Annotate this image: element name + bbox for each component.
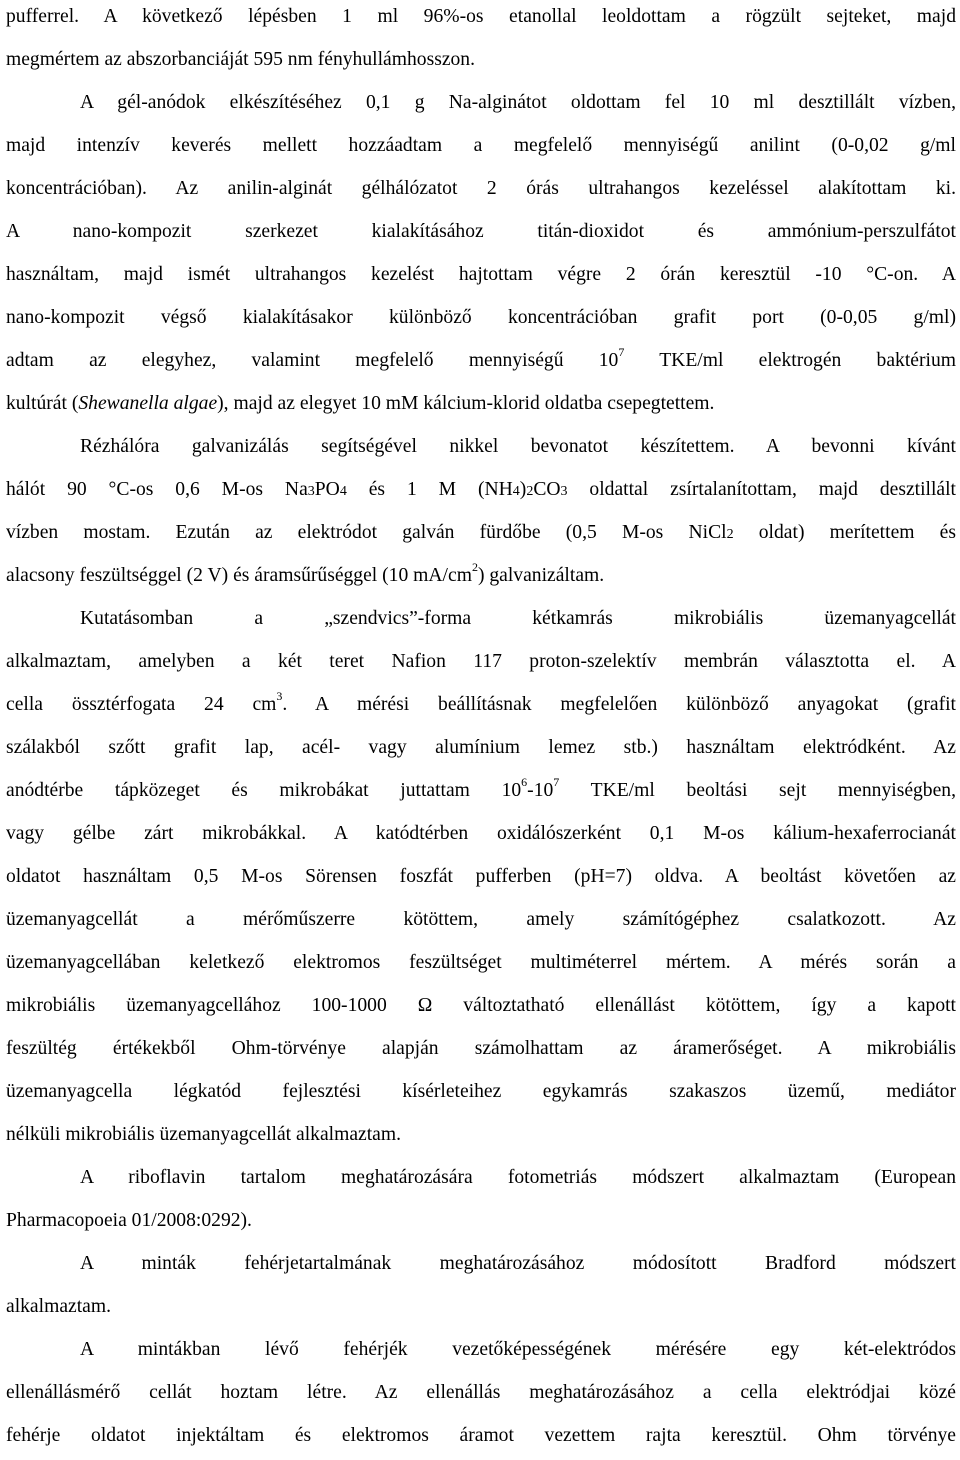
text-line: A nano-kompozit szerkezet kialakításához titán-dioxidot és ammónium-perszulfátot [6, 221, 956, 242]
text-line: koncentrációban). Az anilin-alginát gélhálózatot 2 órás ultrahangos kezeléssel alakítottam ki. [6, 178, 956, 199]
text-run: kultúrát ( [6, 393, 79, 414]
text-line: vagy gélbe zárt mikrobákkal. A katódtérben oxidálószerként 0,1 M-os kálium-hexaferrocianát [6, 823, 956, 844]
text-run: . A mérési beállításnak megfelelően különböző anyagokat (grafit [282, 694, 956, 715]
text-line: feszültég értékekből Ohm-törvénye alapján számolhattam az áramerőséget. A mikrobiális [6, 1038, 956, 1059]
superscript: 3 [276, 689, 283, 704]
species-name: Shewanella algae [78, 393, 218, 414]
text-line: ellenállásmérő cellát hoztam létre. Az ellenállás meghatározásához a cella elektródjai közé [6, 1382, 956, 1403]
text-run: TKE/ml elektrogén baktérium [624, 350, 956, 371]
text-line: Rézhálóra galvanizálás segítségével nikkel bevonatot készítettem. A bevonni kívánt [80, 436, 956, 457]
text-line: nano-kompozit végső kialakításakor különböző koncentrációban grafit port (0-0,05 g/ml) [6, 307, 956, 328]
subscript: 2 [726, 527, 734, 542]
text-line: oldatot használtam 0,5 M-os Sörensen foszfát pufferben (pH=7) oldva. A beoltást követően az [6, 866, 956, 887]
text-line: A riboflavin tartalom meghatározására fotometriás módszert alkalmaztam (European [80, 1167, 956, 1188]
text-line [6, 776, 956, 806]
text-line [6, 518, 956, 548]
superscript: 7 [553, 775, 560, 790]
text-run: és 1 M (NH [346, 479, 513, 500]
text-line [6, 346, 956, 376]
text-run: adtam az elegyhez, valamint megfelelő mennyiségű 10 [6, 350, 619, 371]
text-line: Kutatásomban a „szendvics”-forma kétkamrás mikrobiális üzemanyagcellát [80, 608, 956, 629]
text-line: mikrobiális üzemanyagcellához 100-1000 Ω változtatható ellenállást kötöttem, így a kapott [6, 995, 956, 1016]
text-line: megmértem az abszorbanciáját 595 nm fényhullámhosszon. [6, 49, 476, 70]
text-run: hálót 90 °C-os 0,6 M-os Na [6, 479, 308, 500]
text-run: TKE/ml beoltási sejt mennyiségben, [559, 780, 956, 801]
text-line: majd intenzív keverés mellett hozzáadtam a megfelelő mennyiségű anilint (0-0,02 g/ml [6, 135, 956, 156]
text-line: alkalmaztam. [6, 1296, 111, 1317]
text-run: oldat) merítettem és [733, 522, 957, 543]
text-run: vízben mostam. Ezután az elektródot galván fürdőbe (0,5 M-os NiCl [6, 522, 727, 543]
text-line [6, 561, 956, 591]
text-line: fehérje oldatot injektáltam és elektromos áramot vezettem rajta keresztül. Ohm törvénye [6, 1425, 956, 1446]
subscript: 4 [339, 484, 347, 499]
superscript: 2 [471, 560, 478, 575]
text-run: PO [314, 479, 340, 500]
text-run: -10 [527, 780, 554, 801]
subscript: 2 [526, 484, 534, 499]
superscript: 6 [521, 775, 528, 790]
text-line: üzemanyagcella légkatód fejlesztési kísérleteihez egykamrás szakaszos üzemű, mediátor [6, 1081, 956, 1102]
text-line: üzemanyagcellában keletkező elektromos feszültséget multiméterrel mértem. A mérés során a [6, 952, 956, 973]
text-run: oldattal zsírtalanítottam, majd desztillált [567, 479, 956, 500]
text-line: pufferrel. A következő lépésben 1 ml 96%-os etanollal leoldottam a rögzült sejteket, majd [6, 6, 956, 27]
subscript: 4 [512, 484, 520, 499]
text-run: ) galvanizáltam. [477, 565, 605, 586]
text-run: CO [533, 479, 561, 500]
text-line: szálakból szőtt grafit lap, acél- vagy alumínium lemez stb.) használtam elektródként. Az [6, 737, 956, 758]
text-line [6, 475, 956, 505]
subscript: 3 [307, 484, 315, 499]
text-line: A gél-anódok elkészítéséhez 0,1 g Na-alginátot oldottam fel 10 ml desztillált vízben, [80, 92, 956, 113]
superscript: 7 [618, 345, 625, 360]
text-line [6, 389, 956, 419]
text-run: anódtérbe tápközeget és mikrobákat juttattam 10 [6, 780, 522, 801]
text-line: alkalmaztam, amelyben a két teret Nafion 117 proton-szelektív membrán választotta el. A [6, 651, 956, 672]
text-line: A minták fehérjetartalmának meghatározásához módosított Bradford módszert [80, 1253, 956, 1274]
text-run: ) [519, 479, 527, 500]
text-line: A mintákban lévő fehérjék vezetőképességének mérésére egy két-elektródos [80, 1339, 956, 1360]
text-line [6, 690, 956, 720]
text-line: Pharmacopoeia 01/2008:0292). [6, 1210, 252, 1231]
text-run: cella össztérfogata 24 cm [6, 694, 277, 715]
text-run: alacsony feszültséggel (2 V) és áramsűrűséggel (10 mA/cm [6, 565, 472, 586]
text-line: üzemanyagcellát a mérőműszerre kötöttem, amely számítógéphez csalatkozott. Az [6, 909, 956, 930]
subscript: 3 [560, 484, 568, 499]
text-run: ), majd az elegyet 10 mM kálcium-klorid oldatba csepegtettem. [217, 393, 715, 414]
text-line: nélküli mikrobiális üzemanyagcellát alkalmaztam. [6, 1124, 401, 1145]
text-line: használtam, majd ismét ultrahangos kezelést hajtottam végre 2 órán keresztül -10 °C-on. A [6, 264, 956, 285]
